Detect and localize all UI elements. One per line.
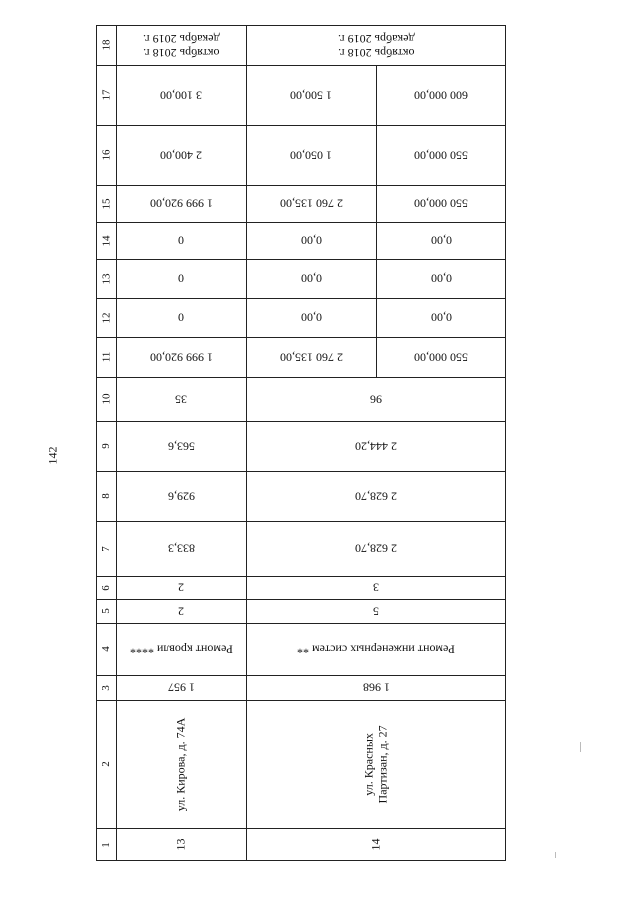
- col-number: 8: [100, 493, 112, 499]
- row14-address: ул. Красных Партизан, д. 27: [361, 724, 390, 804]
- row13-c14: 0: [178, 233, 184, 248]
- row13-year: 1 957: [167, 680, 195, 695]
- row14b-c13: 0,00: [430, 271, 452, 286]
- row13-period: октябрь 2018 г. декабрь 2019 г.: [142, 31, 220, 60]
- row14-c14: 0,00: [300, 233, 322, 248]
- row14-c13: 0,00: [300, 271, 322, 286]
- row14b-c16: 550 000,00: [414, 148, 468, 163]
- row14-work-type: Ремонт инженерных систем **: [297, 642, 455, 657]
- col-number: 17: [100, 89, 112, 101]
- row14b-c12: 0,00: [430, 310, 452, 325]
- row14-number: 14: [368, 838, 383, 851]
- row14-entrances: 3: [373, 580, 379, 595]
- col-number: 10: [100, 393, 112, 405]
- row13-c15: 1 999 920,00: [149, 196, 213, 211]
- row13-work-type: Ремонт кровли ****: [129, 642, 233, 657]
- row14-cost-total: 2 760 135,00: [279, 350, 343, 365]
- scan-mark: [555, 852, 556, 858]
- row14-residents: 96: [370, 392, 382, 407]
- row13-address: ул. Кирова, д. 74А: [173, 717, 188, 811]
- col-number: 3: [100, 684, 112, 691]
- col-number: 7: [100, 545, 112, 552]
- scan-mark: [580, 742, 581, 752]
- col-number: 15: [100, 198, 112, 209]
- row14-area-a: 2 628,70: [355, 489, 397, 504]
- row13-c12: 0: [178, 310, 184, 325]
- col-number: 6: [100, 584, 112, 591]
- row14b-c14: 0,00: [430, 233, 452, 248]
- row14-c15: 2 760 135,00: [279, 196, 343, 211]
- row13-cost-total: 1 999 920,00: [149, 350, 213, 365]
- row14-floors: 5: [373, 604, 379, 619]
- row13-c13: 0: [178, 271, 184, 286]
- row13-floors: 2: [178, 604, 184, 619]
- row13-c17: 3 100,00: [160, 88, 202, 103]
- row14-year: 1 968: [362, 680, 390, 695]
- row13-entrances: 2: [178, 580, 184, 595]
- row14-c16: 1 050,00: [290, 148, 332, 163]
- row13-residents: 35: [175, 392, 187, 407]
- col-number: 5: [100, 608, 112, 614]
- col-number: 12: [100, 312, 112, 323]
- row13-number: 13: [173, 838, 188, 851]
- row14b-cost-total: 550 000,00: [414, 350, 468, 365]
- row13-area-a: 929,6: [167, 489, 195, 504]
- col-number: 18: [100, 39, 112, 51]
- page-number: 142: [45, 446, 60, 465]
- col-number: 13: [100, 273, 112, 284]
- col-number: 1: [100, 841, 112, 848]
- row14-period: октябрь 2018 г. декабрь 2019 г.: [337, 31, 415, 60]
- row13-area-total: 833,3: [167, 541, 195, 556]
- col-number: 11: [100, 351, 112, 363]
- row14b-c17: 600 000,00: [414, 88, 468, 103]
- row13-c16: 2 400,00: [160, 148, 202, 163]
- row14-area-b: 2 444,20: [355, 439, 397, 454]
- col-number: 16: [100, 149, 112, 161]
- row13-area-b: 563,6: [167, 439, 195, 454]
- col-number: 2: [100, 761, 112, 767]
- row14b-c15: 550 000,00: [414, 196, 468, 211]
- col-number: 9: [100, 443, 112, 449]
- rotated-table: [96, 25, 506, 861]
- row14-area-total: 2 628,70: [355, 541, 397, 556]
- col-number: 4: [100, 646, 112, 652]
- col-number: 14: [100, 235, 112, 246]
- row14-c17: 1 500,00: [290, 88, 332, 103]
- row14-c12: 0,00: [300, 310, 322, 325]
